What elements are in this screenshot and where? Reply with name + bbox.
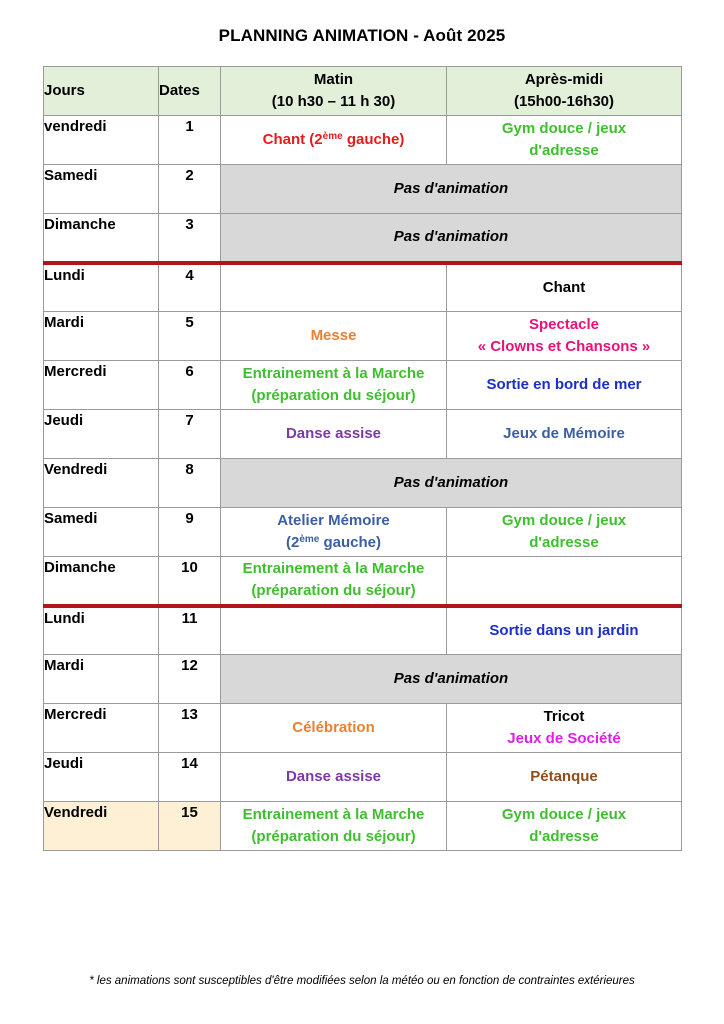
morning-activity: Danse assise xyxy=(221,410,447,459)
no-activity-cell: Pas d'animation xyxy=(221,459,682,508)
date-cell: 6 xyxy=(159,361,221,410)
morning-activity xyxy=(221,606,447,655)
day-cell-highlighted: Vendredi xyxy=(44,802,159,851)
header-apm-label: Après-midi xyxy=(524,71,604,88)
no-activity-cell: Pas d'animation xyxy=(221,655,682,704)
day-cell: Vendredi xyxy=(44,459,159,508)
date-cell: 1 xyxy=(159,116,221,165)
table-row xyxy=(44,557,682,606)
afternoon-activity: Spectacle « Clowns et Chansons » xyxy=(447,312,682,361)
table-row xyxy=(44,361,682,410)
afternoon-activity: Sortie dans un jardin xyxy=(447,606,682,655)
page-title: PLANNING ANIMATION - Août 2025 xyxy=(218,26,506,45)
table-row xyxy=(44,165,682,214)
date-cell: 2 xyxy=(159,165,221,214)
date-cell: 8 xyxy=(159,459,221,508)
afternoon-activity: Jeux de Mémoire xyxy=(447,410,682,459)
day-cell: Mardi xyxy=(44,655,159,704)
day-cell: vendredi xyxy=(44,116,159,165)
header-dates: Dates xyxy=(159,67,221,116)
date-cell: 11 xyxy=(159,606,221,655)
afternoon-activity: Gym douce / jeux d'adresse xyxy=(447,508,682,557)
table-row xyxy=(44,116,682,165)
header-matin-hours: (10 h30 – 11 h 30) xyxy=(271,93,396,110)
table-row xyxy=(44,214,682,263)
afternoon-activity: Tricot Jeux de Société xyxy=(447,704,682,753)
afternoon-activity: Chant xyxy=(447,263,682,312)
date-cell: 14 xyxy=(159,753,221,802)
date-cell: 3 xyxy=(159,214,221,263)
day-cell: Dimanche xyxy=(44,557,159,606)
date-cell: 7 xyxy=(159,410,221,459)
table-row xyxy=(44,606,682,655)
day-cell: Dimanche xyxy=(44,214,159,263)
no-activity-cell: Pas d'animation xyxy=(221,214,682,263)
table-row xyxy=(44,410,682,459)
morning-activity: Atelier Mémoire (2ème gauche) xyxy=(221,508,447,557)
afternoon-activity: Gym douce / jeux d'adresse xyxy=(447,802,682,851)
planning-table xyxy=(43,66,682,851)
header-matin-label: Matin xyxy=(313,71,354,88)
table-row xyxy=(44,459,682,508)
footnote: * les animations sont susceptibles d'être modifiées selon la météo ou en fonction de contraintes extérieures xyxy=(89,975,635,987)
no-activity-cell: Pas d'animation xyxy=(221,165,682,214)
morning-activity xyxy=(221,263,447,312)
day-cell: Mardi xyxy=(44,312,159,361)
date-cell: 10 xyxy=(159,557,221,606)
day-cell: Mercredi xyxy=(44,361,159,410)
header-matin xyxy=(221,67,447,116)
day-cell: Mercredi xyxy=(44,704,159,753)
morning-activity: Danse assise xyxy=(221,753,447,802)
date-cell-highlighted: 15 xyxy=(159,802,221,851)
morning-activity: Messe xyxy=(221,312,447,361)
day-cell: Jeudi xyxy=(44,753,159,802)
morning-activity: Entrainement à la Marche (préparation du séjour) xyxy=(221,557,447,606)
header-jours: Jours xyxy=(44,67,159,116)
table-row xyxy=(44,802,682,851)
table-row xyxy=(44,312,682,361)
afternoon-activity: Gym douce / jeux d'adresse xyxy=(447,116,682,165)
day-cell: Lundi xyxy=(44,606,159,655)
header-apres-midi xyxy=(447,67,682,116)
table-row xyxy=(44,753,682,802)
morning-activity: Chant (2ème gauche) xyxy=(221,116,447,165)
table-row xyxy=(44,263,682,312)
date-cell: 12 xyxy=(159,655,221,704)
day-cell: Lundi xyxy=(44,263,159,312)
morning-activity: Entrainement à la Marche (préparation du séjour) xyxy=(221,802,447,851)
morning-activity: Entrainement à la Marche (préparation du séjour) xyxy=(221,361,447,410)
date-cell: 13 xyxy=(159,704,221,753)
header-apm-hours: (15h00-16h30) xyxy=(513,93,615,110)
morning-activity: Célébration xyxy=(221,704,447,753)
day-cell: Jeudi xyxy=(44,410,159,459)
table-row xyxy=(44,508,682,557)
afternoon-activity: Sortie en bord de mer xyxy=(447,361,682,410)
afternoon-activity: Pétanque xyxy=(447,753,682,802)
table-row xyxy=(44,704,682,753)
afternoon-activity xyxy=(447,557,682,606)
day-cell: Samedi xyxy=(44,508,159,557)
date-cell: 5 xyxy=(159,312,221,361)
table-row xyxy=(44,655,682,704)
day-cell: Samedi xyxy=(44,165,159,214)
date-cell: 4 xyxy=(159,263,221,312)
header-row xyxy=(44,67,682,116)
date-cell: 9 xyxy=(159,508,221,557)
